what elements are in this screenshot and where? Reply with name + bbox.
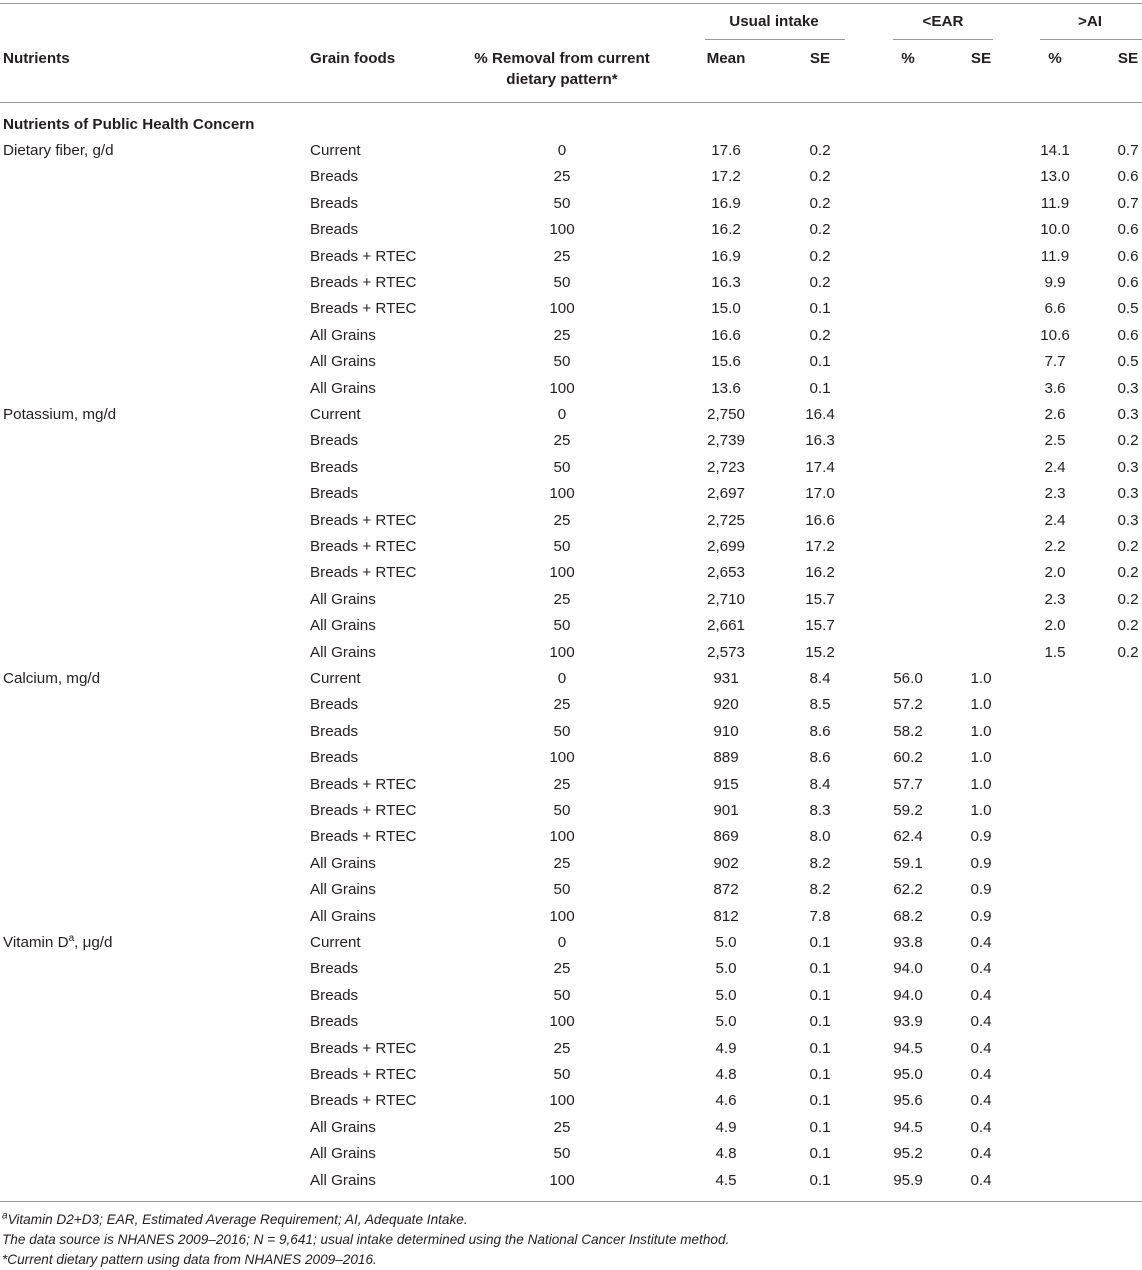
cell-removal: 50 bbox=[553, 195, 571, 212]
cell-ear-pct: 62.2 bbox=[893, 881, 923, 898]
cell-ear-pct: 60.2 bbox=[893, 749, 923, 766]
cell-mean: 2,710 bbox=[706, 591, 746, 608]
cell-usual-se: 8.2 bbox=[809, 855, 831, 872]
cell-usual-se: 16.3 bbox=[805, 432, 835, 449]
cell-ai-se: 0.6 bbox=[1117, 168, 1139, 185]
cell-usual-se: 0.1 bbox=[809, 353, 831, 370]
cell-grain-foods: Breads bbox=[310, 1013, 359, 1030]
cell-grain-foods: Breads bbox=[310, 696, 359, 713]
cell-grain-foods: Breads bbox=[310, 960, 359, 977]
usual-intake-underline bbox=[705, 39, 845, 40]
cell-usual-se: 0.2 bbox=[809, 168, 831, 185]
cell-ai-se: 0.3 bbox=[1117, 485, 1139, 502]
cell-usual-se: 7.8 bbox=[809, 908, 831, 925]
cell-ear-se: 0.9 bbox=[970, 828, 992, 845]
cell-mean: 16.6 bbox=[711, 327, 741, 344]
cell-usual-se: 0.2 bbox=[809, 274, 831, 291]
cell-ear-pct: 95.9 bbox=[893, 1172, 923, 1189]
header-nutrients: Nutrients bbox=[3, 50, 70, 67]
cell-grain-foods: Breads bbox=[310, 459, 359, 476]
footnote-a bbox=[2, 1211, 468, 1229]
cell-removal: 50 bbox=[553, 987, 571, 1004]
cell-ai-pct: 3.6 bbox=[1044, 380, 1066, 397]
cell-removal: 50 bbox=[553, 353, 571, 370]
cell-grain-foods: Breads bbox=[310, 432, 359, 449]
cell-removal: 0 bbox=[557, 406, 567, 423]
cell-ear-se: 0.4 bbox=[970, 1119, 992, 1136]
cell-nutrient bbox=[3, 669, 100, 689]
cell-ai-se: 0.3 bbox=[1117, 459, 1139, 476]
cell-usual-se: 0.1 bbox=[809, 960, 831, 977]
cell-removal: 0 bbox=[557, 934, 567, 951]
cell-removal: 25 bbox=[553, 776, 571, 793]
cell-ear-se: 0.4 bbox=[970, 1145, 992, 1162]
cell-removal: 100 bbox=[549, 1092, 575, 1109]
footnote-source: The data source is NHANES 2009–2016; N = 9,641; usual intake determined using the National Cancer Institute method. bbox=[2, 1232, 730, 1247]
cell-mean: 2,723 bbox=[706, 459, 746, 476]
cell-usual-se: 0.1 bbox=[809, 1040, 831, 1057]
cell-grain-foods: Breads + RTEC bbox=[310, 300, 417, 317]
cell-ear-pct: 95.2 bbox=[893, 1145, 923, 1162]
cell-mean: 2,573 bbox=[706, 644, 746, 661]
footnote-a-text: Vitamin D2+D3; EAR, Estimated Average Requirement; AI, Adequate Intake. bbox=[7, 1212, 468, 1227]
cell-mean: 16.9 bbox=[711, 248, 741, 265]
cell-ear-se: 1.0 bbox=[970, 776, 992, 793]
cell-ear-se: 1.0 bbox=[970, 723, 992, 740]
cell-ai-pct: 2.4 bbox=[1044, 512, 1066, 529]
cell-removal: 25 bbox=[553, 1119, 571, 1136]
cell-grain-foods: All Grains bbox=[310, 327, 376, 344]
cell-usual-se: 0.1 bbox=[809, 300, 831, 317]
cell-usual-se: 8.5 bbox=[809, 696, 831, 713]
cell-mean: 2,661 bbox=[706, 617, 746, 634]
cell-ai-se: 0.7 bbox=[1117, 195, 1139, 212]
cell-ear-se: 1.0 bbox=[970, 670, 992, 687]
cell-ai-pct: 1.5 bbox=[1044, 644, 1066, 661]
cell-grain-foods: All Grains bbox=[310, 380, 376, 397]
cell-ai-se: 0.3 bbox=[1117, 406, 1139, 423]
cell-usual-se: 0.1 bbox=[809, 1172, 831, 1189]
cell-mean: 920 bbox=[713, 696, 739, 713]
cell-ear-pct: 57.2 bbox=[893, 696, 923, 713]
header-ear-pct: % bbox=[901, 50, 915, 67]
cell-usual-se: 17.0 bbox=[805, 485, 835, 502]
cell-usual-se: 0.1 bbox=[809, 1013, 831, 1030]
gt-ai-underline bbox=[1040, 39, 1142, 40]
cell-removal: 100 bbox=[549, 1013, 575, 1030]
cell-removal: 100 bbox=[549, 644, 575, 661]
cell-grain-foods: Breads + RTEC bbox=[310, 1092, 417, 1109]
cell-usual-se: 17.2 bbox=[805, 538, 835, 555]
cell-nutrient bbox=[3, 933, 112, 953]
cell-grain-foods: Breads + RTEC bbox=[310, 828, 417, 845]
header-mean: Mean bbox=[706, 50, 746, 67]
cell-usual-se: 8.3 bbox=[809, 802, 831, 819]
cell-ear-pct: 95.6 bbox=[893, 1092, 923, 1109]
cell-ai-se: 0.2 bbox=[1117, 591, 1139, 608]
cell-removal: 50 bbox=[553, 723, 571, 740]
cell-ear-pct: 59.2 bbox=[893, 802, 923, 819]
cell-removal: 100 bbox=[549, 564, 575, 581]
cell-usual-se: 0.2 bbox=[809, 142, 831, 159]
cell-ear-se: 0.4 bbox=[970, 960, 992, 977]
cell-mean: 5.0 bbox=[715, 934, 737, 951]
cell-ear-se: 0.4 bbox=[970, 1013, 992, 1030]
nutrient-name: Dietary fiber, g/d bbox=[3, 142, 114, 159]
cell-grain-foods: All Grains bbox=[310, 591, 376, 608]
cell-ear-se: 0.4 bbox=[970, 934, 992, 951]
cell-ai-se: 0.2 bbox=[1117, 432, 1139, 449]
cell-grain-foods: Breads + RTEC bbox=[310, 564, 417, 581]
cell-mean: 2,699 bbox=[706, 538, 746, 555]
cell-usual-se: 8.6 bbox=[809, 749, 831, 766]
header-removal-line1: % Removal from current bbox=[474, 50, 650, 67]
cell-usual-se: 8.6 bbox=[809, 723, 831, 740]
cell-usual-se: 15.2 bbox=[805, 644, 835, 661]
cell-usual-se: 8.4 bbox=[809, 670, 831, 687]
cell-ear-se: 0.9 bbox=[970, 855, 992, 872]
cell-mean: 4.6 bbox=[715, 1092, 737, 1109]
cell-ai-se: 0.2 bbox=[1117, 538, 1139, 555]
cell-ai-pct: 2.3 bbox=[1044, 591, 1066, 608]
cell-removal: 100 bbox=[549, 485, 575, 502]
cell-ear-se: 0.9 bbox=[970, 908, 992, 925]
cell-usual-se: 0.1 bbox=[809, 1066, 831, 1083]
cell-usual-se: 0.2 bbox=[809, 195, 831, 212]
header-usual-intake: Usual intake bbox=[729, 13, 819, 30]
cell-mean: 17.6 bbox=[711, 142, 741, 159]
cell-ai-pct: 2.3 bbox=[1044, 485, 1066, 502]
cell-mean: 16.2 bbox=[711, 221, 741, 238]
cell-removal: 25 bbox=[553, 327, 571, 344]
cell-ai-pct: 14.1 bbox=[1040, 142, 1070, 159]
cell-ear-se: 0.4 bbox=[970, 987, 992, 1004]
header-ai-pct: % bbox=[1048, 50, 1062, 67]
cell-usual-se: 16.2 bbox=[805, 564, 835, 581]
cell-grain-foods: All Grains bbox=[310, 617, 376, 634]
cell-grain-foods: Breads + RTEC bbox=[310, 1066, 417, 1083]
cell-grain-foods: All Grains bbox=[310, 353, 376, 370]
cell-removal: 100 bbox=[549, 828, 575, 845]
cell-mean: 812 bbox=[713, 908, 739, 925]
cell-ai-pct: 10.0 bbox=[1040, 221, 1070, 238]
cell-removal: 50 bbox=[553, 881, 571, 898]
cell-ai-pct: 2.2 bbox=[1044, 538, 1066, 555]
cell-ai-pct: 11.9 bbox=[1040, 248, 1070, 265]
cell-removal: 25 bbox=[553, 512, 571, 529]
cell-ai-pct: 10.6 bbox=[1040, 327, 1070, 344]
cell-removal: 25 bbox=[553, 248, 571, 265]
cell-removal: 25 bbox=[553, 591, 571, 608]
cell-ai-se: 0.6 bbox=[1117, 248, 1139, 265]
cell-grain-foods: All Grains bbox=[310, 855, 376, 872]
cell-mean: 872 bbox=[713, 881, 739, 898]
cell-ear-se: 0.9 bbox=[970, 881, 992, 898]
cell-removal: 25 bbox=[553, 855, 571, 872]
cell-ai-pct: 2.5 bbox=[1044, 432, 1066, 449]
cell-usual-se: 15.7 bbox=[805, 591, 835, 608]
lt-ear-underline bbox=[893, 39, 993, 40]
cell-removal: 100 bbox=[549, 908, 575, 925]
cell-grain-foods: All Grains bbox=[310, 644, 376, 661]
cell-ear-pct: 59.1 bbox=[893, 855, 923, 872]
cell-mean: 5.0 bbox=[715, 1013, 737, 1030]
cell-mean: 4.5 bbox=[715, 1172, 737, 1189]
cell-removal: 50 bbox=[553, 459, 571, 476]
cell-ai-se: 0.6 bbox=[1117, 221, 1139, 238]
cell-usual-se: 15.7 bbox=[805, 617, 835, 634]
cell-grain-foods: All Grains bbox=[310, 908, 376, 925]
cell-ear-se: 0.4 bbox=[970, 1040, 992, 1057]
cell-ai-se: 0.2 bbox=[1117, 617, 1139, 634]
cell-ear-pct: 62.4 bbox=[893, 828, 923, 845]
cell-nutrient bbox=[3, 405, 116, 425]
header-grain-foods: Grain foods bbox=[310, 50, 396, 67]
cell-removal: 50 bbox=[553, 802, 571, 819]
cell-removal: 50 bbox=[553, 1066, 571, 1083]
cell-removal: 0 bbox=[557, 670, 567, 687]
cell-removal: 100 bbox=[549, 380, 575, 397]
cell-usual-se: 0.2 bbox=[809, 221, 831, 238]
cell-grain-foods: Breads bbox=[310, 485, 359, 502]
cell-ear-pct: 68.2 bbox=[893, 908, 923, 925]
cell-ai-pct: 9.9 bbox=[1044, 274, 1066, 291]
nutrient-name: Potassium, mg/d bbox=[3, 406, 117, 423]
header-gt-ai: >AI bbox=[1077, 13, 1103, 30]
cell-grain-foods: Current bbox=[310, 934, 361, 951]
cell-ai-pct: 6.6 bbox=[1044, 300, 1066, 317]
cell-ear-se: 0.4 bbox=[970, 1172, 992, 1189]
cell-ai-se: 0.6 bbox=[1117, 274, 1139, 291]
cell-ear-se: 0.4 bbox=[970, 1092, 992, 1109]
cell-ear-pct: 93.9 bbox=[893, 1013, 923, 1030]
cell-usual-se: 0.1 bbox=[809, 1092, 831, 1109]
cell-grain-foods: All Grains bbox=[310, 881, 376, 898]
cell-ear-se: 1.0 bbox=[970, 802, 992, 819]
cell-ai-se: 0.6 bbox=[1117, 327, 1139, 344]
cell-removal: 25 bbox=[553, 432, 571, 449]
bottom-rule bbox=[0, 1201, 1142, 1202]
cell-grain-foods: Breads + RTEC bbox=[310, 248, 417, 265]
cell-mean: 4.9 bbox=[715, 1040, 737, 1057]
header-lt-ear: <EAR bbox=[922, 13, 964, 30]
cell-mean: 910 bbox=[713, 723, 739, 740]
cell-ear-pct: 58.2 bbox=[893, 723, 923, 740]
cell-mean: 4.8 bbox=[715, 1145, 737, 1162]
cell-usual-se: 16.6 bbox=[805, 512, 835, 529]
cell-removal: 100 bbox=[549, 1172, 575, 1189]
cell-mean: 915 bbox=[713, 776, 739, 793]
cell-ai-se: 0.5 bbox=[1117, 353, 1139, 370]
cell-removal: 100 bbox=[549, 221, 575, 238]
footnote-a-marker: a bbox=[2, 1210, 8, 1222]
cell-usual-se: 8.4 bbox=[809, 776, 831, 793]
cell-grain-foods: Breads + RTEC bbox=[310, 512, 417, 529]
cell-ear-se: 0.4 bbox=[970, 1066, 992, 1083]
cell-grain-foods: Current bbox=[310, 406, 361, 423]
cell-ear-pct: 94.0 bbox=[893, 987, 923, 1004]
cell-ai-pct: 2.0 bbox=[1044, 564, 1066, 581]
cell-ai-pct: 2.0 bbox=[1044, 617, 1066, 634]
cell-ear-pct: 57.7 bbox=[893, 776, 923, 793]
cell-grain-foods: Breads bbox=[310, 987, 359, 1004]
cell-ear-pct: 93.8 bbox=[893, 934, 923, 951]
cell-removal: 50 bbox=[553, 1145, 571, 1162]
cell-grain-foods: Current bbox=[310, 670, 361, 687]
cell-ear-se: 1.0 bbox=[970, 696, 992, 713]
cell-grain-foods: Breads bbox=[310, 195, 359, 212]
cell-ear-pct: 94.5 bbox=[893, 1119, 923, 1136]
header-rule bbox=[0, 102, 1142, 103]
cell-usual-se: 0.2 bbox=[809, 248, 831, 265]
cell-mean: 2,750 bbox=[706, 406, 746, 423]
cell-usual-se: 0.1 bbox=[809, 987, 831, 1004]
cell-ai-pct: 11.9 bbox=[1040, 195, 1070, 212]
cell-ear-pct: 95.0 bbox=[893, 1066, 923, 1083]
cell-ai-pct: 7.7 bbox=[1044, 353, 1066, 370]
cell-grain-foods: Breads bbox=[310, 168, 359, 185]
cell-mean: 2,697 bbox=[706, 485, 746, 502]
cell-mean: 902 bbox=[713, 855, 739, 872]
cell-mean: 5.0 bbox=[715, 987, 737, 1004]
cell-grain-foods: Breads + RTEC bbox=[310, 274, 417, 291]
top-rule bbox=[0, 3, 1142, 4]
cell-grain-foods: Breads + RTEC bbox=[310, 802, 417, 819]
cell-grain-foods: Breads + RTEC bbox=[310, 776, 417, 793]
cell-removal: 50 bbox=[553, 617, 571, 634]
cell-ai-se: 0.3 bbox=[1117, 512, 1139, 529]
cell-usual-se: 0.1 bbox=[809, 380, 831, 397]
cell-grain-foods: Breads + RTEC bbox=[310, 538, 417, 555]
cell-removal: 25 bbox=[553, 168, 571, 185]
header-removal-line2: dietary pattern* bbox=[506, 71, 618, 88]
cell-usual-se: 17.4 bbox=[805, 459, 835, 476]
cell-ear-pct: 94.0 bbox=[893, 960, 923, 977]
cell-removal: 100 bbox=[549, 749, 575, 766]
cell-mean: 2,653 bbox=[706, 564, 746, 581]
cell-mean: 931 bbox=[713, 670, 739, 687]
cell-grain-foods: All Grains bbox=[310, 1172, 376, 1189]
cell-ai-se: 0.5 bbox=[1117, 300, 1139, 317]
cell-removal: 25 bbox=[553, 1040, 571, 1057]
cell-usual-se: 8.0 bbox=[809, 828, 831, 845]
cell-mean: 17.2 bbox=[711, 168, 741, 185]
nutrient-name: Calcium, mg/d bbox=[3, 670, 101, 687]
header-usual-se: SE bbox=[809, 50, 831, 67]
cell-mean: 16.9 bbox=[711, 195, 741, 212]
cell-removal: 25 bbox=[553, 960, 571, 977]
cell-ai-pct: 2.6 bbox=[1044, 406, 1066, 423]
cell-ai-pct: 2.4 bbox=[1044, 459, 1066, 476]
cell-grain-foods: Breads + RTEC bbox=[310, 1040, 417, 1057]
cell-usual-se: 8.2 bbox=[809, 881, 831, 898]
cell-ear-pct: 94.5 bbox=[893, 1040, 923, 1057]
cell-usual-se: 0.1 bbox=[809, 934, 831, 951]
cell-ear-se: 1.0 bbox=[970, 749, 992, 766]
nutrient-name: Vitamin D bbox=[3, 934, 69, 951]
cell-grain-foods: Breads bbox=[310, 749, 359, 766]
cell-removal: 0 bbox=[557, 142, 567, 159]
cell-removal: 50 bbox=[553, 538, 571, 555]
cell-mean: 16.3 bbox=[711, 274, 741, 291]
section-title: Nutrients of Public Health Concern bbox=[3, 116, 255, 133]
header-ear-se: SE bbox=[970, 50, 992, 67]
cell-mean: 901 bbox=[713, 802, 739, 819]
cell-mean: 15.6 bbox=[711, 353, 741, 370]
footnote-star: *Current dietary pattern using data from NHANES 2009–2016. bbox=[2, 1252, 377, 1267]
cell-grain-foods: Breads bbox=[310, 221, 359, 238]
cell-grain-foods: Breads bbox=[310, 723, 359, 740]
nutrient-unit: , μg/d bbox=[74, 934, 113, 951]
cell-mean: 869 bbox=[713, 828, 739, 845]
cell-grain-foods: Current bbox=[310, 142, 361, 159]
cell-mean: 15.0 bbox=[711, 300, 741, 317]
cell-mean: 4.9 bbox=[715, 1119, 737, 1136]
cell-mean: 5.0 bbox=[715, 960, 737, 977]
cell-mean: 13.6 bbox=[711, 380, 741, 397]
cell-removal: 25 bbox=[553, 696, 571, 713]
cell-usual-se: 0.2 bbox=[809, 327, 831, 344]
cell-ai-pct: 13.0 bbox=[1040, 168, 1070, 185]
cell-ai-se: 0.3 bbox=[1117, 380, 1139, 397]
cell-mean: 2,725 bbox=[706, 512, 746, 529]
cell-ai-se: 0.7 bbox=[1117, 142, 1139, 159]
cell-removal: 100 bbox=[549, 300, 575, 317]
cell-ai-se: 0.2 bbox=[1117, 644, 1139, 661]
nutrient-superscript: a bbox=[68, 932, 75, 944]
cell-ear-pct: 56.0 bbox=[893, 670, 923, 687]
cell-ai-se: 0.2 bbox=[1117, 564, 1139, 581]
cell-usual-se: 0.1 bbox=[809, 1145, 831, 1162]
cell-grain-foods: All Grains bbox=[310, 1145, 376, 1162]
header-ai-se: SE bbox=[1117, 50, 1139, 67]
cell-nutrient bbox=[3, 141, 114, 161]
cell-mean: 2,739 bbox=[706, 432, 746, 449]
cell-grain-foods: All Grains bbox=[310, 1119, 376, 1136]
cell-usual-se: 16.4 bbox=[805, 406, 835, 423]
cell-removal: 50 bbox=[553, 274, 571, 291]
cell-usual-se: 0.1 bbox=[809, 1119, 831, 1136]
cell-mean: 889 bbox=[713, 749, 739, 766]
cell-mean: 4.8 bbox=[715, 1066, 737, 1083]
